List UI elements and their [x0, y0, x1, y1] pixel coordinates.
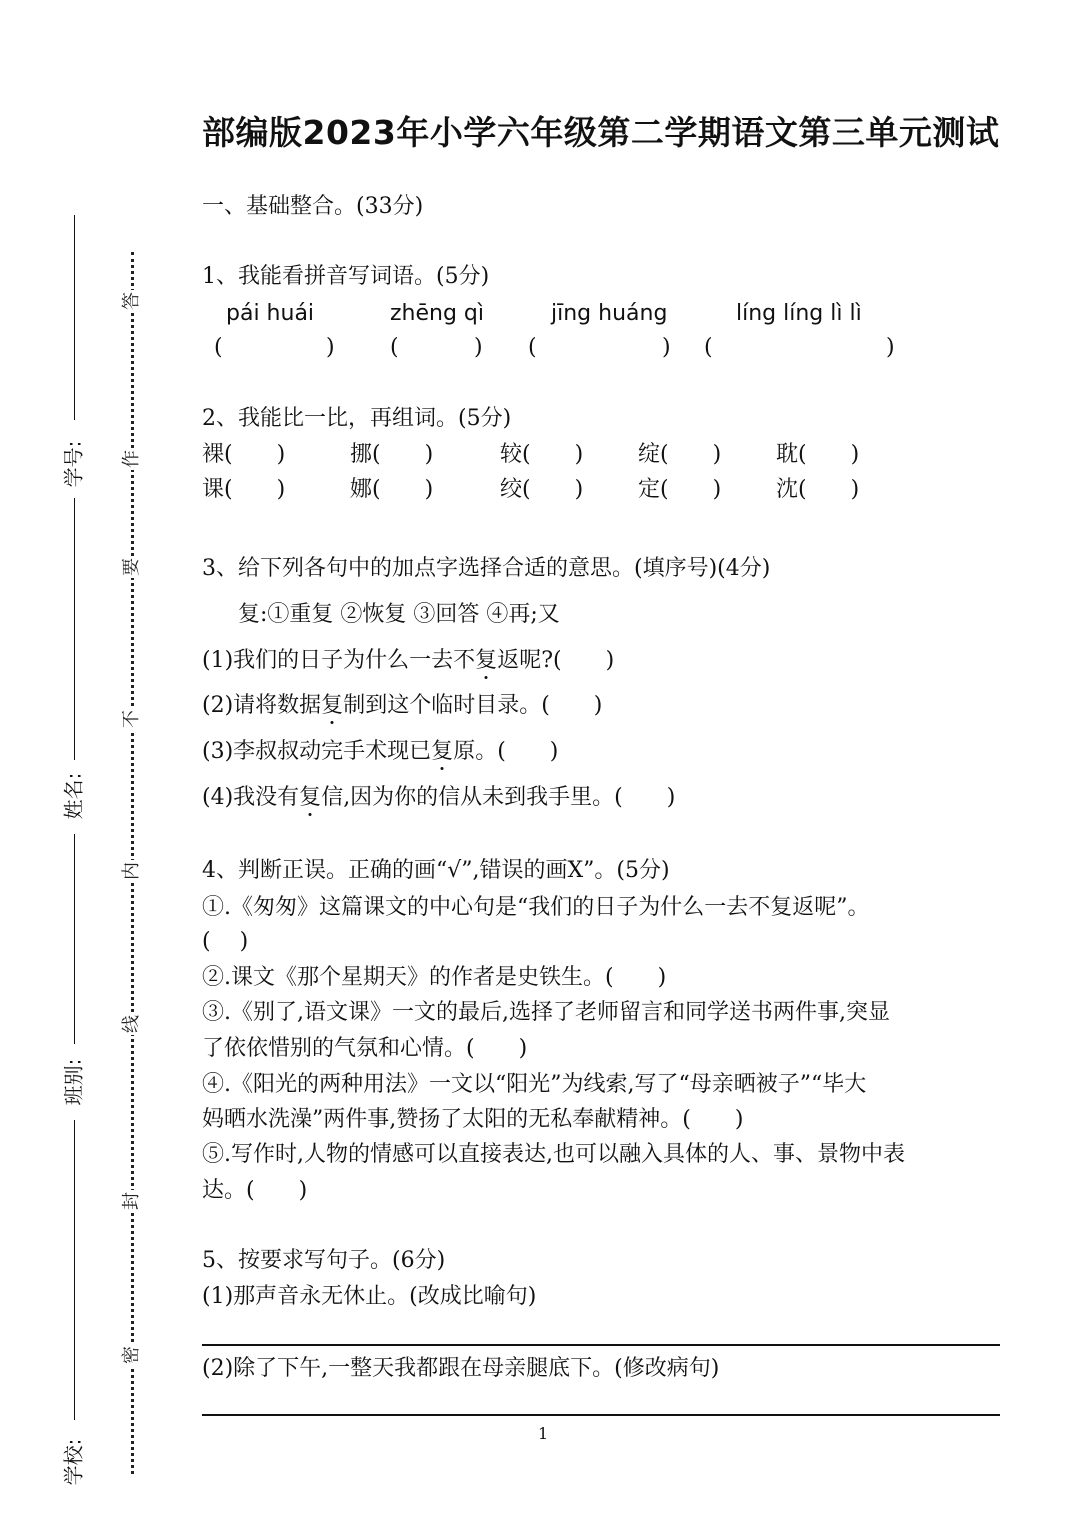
meaning-options: 复:①重复 ②恢复 ③回答 ④再;又: [238, 602, 560, 627]
seal-char: 密: [121, 1346, 142, 1364]
dotted-char: 复: [431, 739, 454, 764]
question-3-item-3: [202, 735, 1022, 769]
char-compare-item: 沈( ): [776, 477, 860, 502]
seal-char: 内: [121, 862, 142, 880]
char-compare-item: 娜( ): [350, 477, 434, 502]
question-5-item-2: (2)除了下午,一整天我都跟在母亲腿底下。(修改病句): [202, 1356, 720, 1381]
question-2-heading: 2、我能比一比，再组词。(5分): [202, 406, 512, 431]
answer-blank-close: ): [886, 335, 895, 360]
pinyin-3: jīng huáng: [551, 301, 668, 326]
question-3-item-4: [202, 781, 1022, 815]
judgement-line: ①.《匆匆》这篇课文的中心句是“我们的日子为什么一去不复返呢”。: [202, 895, 870, 920]
pinyin-4: líng líng lì lì: [736, 301, 862, 326]
item-text: (4)我没有: [202, 785, 300, 810]
judgement-line: ②.课文《那个星期天》的作者是史铁生。( ): [202, 965, 667, 990]
answer-blank-open: (: [214, 335, 223, 360]
judgement-line: 妈晒水洗澡”两件事,赞扬了太阳的无私奉献精神。( ): [202, 1107, 744, 1132]
answer-blank-close: ): [326, 335, 335, 360]
question-4-heading: 4、判断正误。正确的画“√”,错误的画X”。(5分): [202, 858, 670, 883]
pinyin-2: zhēng qì: [390, 301, 485, 326]
answer-line[interactable]: [202, 1414, 1000, 1416]
char-compare-item: 裸( ): [202, 442, 286, 467]
label-name: 姓名:: [61, 772, 86, 820]
char-compare-item: 绞( ): [500, 477, 584, 502]
char-compare-item: 耽( ): [776, 442, 860, 467]
seal-char: 答: [121, 292, 142, 310]
judgement-line: ④.《阳光的两种用法》一文以“阳光”为线索,写了“母亲晒被子”“毕大: [202, 1072, 867, 1097]
item-text: (3)李叔叔动完手术现已: [202, 739, 432, 764]
judgement-line: 达。( ): [202, 1178, 308, 1203]
char-compare-item: 较( ): [500, 442, 584, 467]
answer-blank-open: (: [704, 335, 713, 360]
blank-line-school: [74, 1120, 75, 1420]
question-5-heading: 5、按要求写句子。(6分): [202, 1248, 446, 1273]
answer-line[interactable]: [202, 1344, 1000, 1346]
seal-char: 封: [121, 1192, 142, 1210]
char-compare-item: 挪( ): [350, 442, 434, 467]
answer-blank-close: ): [474, 335, 483, 360]
question-1-heading: 1、我能看拼音写词语。(5分): [202, 264, 490, 289]
item-text: 信,因为你的信从未到我手里。( ): [321, 785, 676, 810]
judgement-line: ( ): [202, 929, 249, 954]
char-compare-item: 课( ): [202, 477, 286, 502]
seal-char: 不: [121, 710, 142, 728]
item-text: 原。( ): [453, 739, 559, 764]
question-3-heading: 3、给下列各句中的加点字选择合适的意思。(填序号)(4分): [202, 556, 771, 581]
item-text: (2)请将数据: [202, 693, 322, 718]
blank-line-name: [74, 498, 75, 760]
answer-blank-open: (: [390, 335, 399, 360]
question-3-item-2: [202, 689, 1022, 723]
label-class: 班别:: [61, 1058, 86, 1106]
judgement-line: ⑤.写作时,人物的情感可以直接表达,也可以融入具体的人、事、景物中表: [202, 1142, 905, 1167]
judgement-line: ③.《别了,语文课》一文的最后,选择了老师留言和同学送书两件事,突显: [202, 1000, 890, 1025]
question-3-item-1: [202, 644, 1022, 678]
label-student-id: 学号:: [61, 440, 86, 488]
seal-char: 作: [121, 450, 142, 468]
blank-line-class: [74, 834, 75, 1044]
dotted-char: 复: [475, 648, 498, 673]
page-title: 部编版2023年小学六年级第二学期语文第三单元测试: [202, 113, 1000, 152]
dotted-char: 复: [321, 693, 344, 718]
item-text: (1)我们的日子为什么一去不: [202, 648, 476, 673]
label-school: 学校:: [61, 1438, 86, 1486]
char-compare-item: 绽( ): [638, 442, 722, 467]
section-heading: 一、基础整合。(33分): [202, 194, 424, 219]
item-text: 返呢?( ): [497, 648, 615, 673]
dotted-char: 复: [299, 785, 322, 810]
answer-blank-close: ): [662, 335, 671, 360]
char-compare-item: 定( ): [638, 477, 722, 502]
item-text: 制到这个临时目录。( ): [343, 693, 603, 718]
question-5-item-1: (1)那声音永无休止。(改成比喻句): [202, 1284, 537, 1309]
page-number: 1: [538, 1424, 549, 1443]
answer-blank-open: (: [528, 335, 537, 360]
pinyin-1: pái huái: [226, 301, 315, 326]
seal-char: 线: [121, 1015, 142, 1033]
seal-char: 要: [121, 558, 142, 576]
blank-line-student-id: [74, 215, 75, 420]
judgement-line: 了依依惜别的气氛和心情。( ): [202, 1036, 528, 1061]
